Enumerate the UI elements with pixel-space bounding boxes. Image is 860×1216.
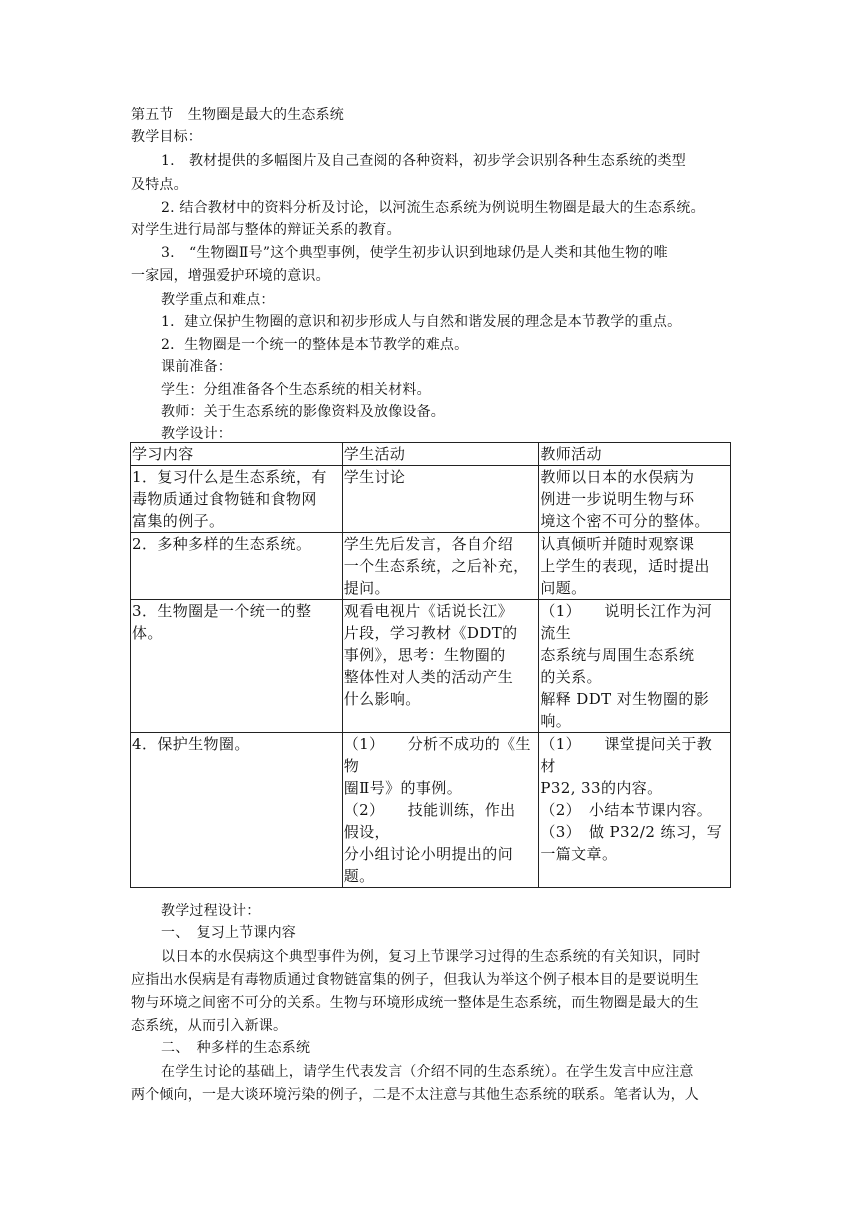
table-row — [131, 533, 731, 600]
section1-line: 物与环境之间密不可分的关系。生物与环境形成统一整体是生态系统，而生物圈是最大的生 — [131, 995, 699, 1011]
header-student: 学生活动 — [342, 443, 539, 466]
design-heading: 教学设计： — [161, 426, 232, 442]
cell-content: 2．多种多样的生态系统。 — [131, 533, 343, 600]
teaching-design-table — [130, 442, 731, 888]
cell-student: 观看电视片《话说长江》 片段，学习教材《DDT的 事例》，思考：生物圈的 整体性对人类的活动产生 什么影响。 — [342, 600, 539, 733]
section2-line: 在学生讨论的基础上，请学生代表发言（介绍不同的生态系统）。在学生发言中应注意 — [161, 1064, 694, 1080]
header-teacher: 教师活动 — [539, 443, 731, 466]
section1-line: 应指出水俣病是有毒物质通过食物链富集的例子，但我认为举这个例子根本目的是要说明生 — [131, 972, 699, 988]
section2-line: 两个倾向，一是大谈环境污染的例子，二是不太注意与其他生态系统的联系。笔者认为，人 — [131, 1087, 699, 1103]
goal-line: 及特点。 — [131, 177, 188, 193]
cell-teacher: 认真倾听并随时观察课 上学生的表现，适时提出 问题。 — [539, 533, 731, 600]
section1-title: 一、 复习上节课内容 — [161, 925, 296, 941]
goals-heading: 教学目标： — [131, 129, 202, 145]
cell-content: 1．复习什么是生态系统，有 毒物质通过食物链和食物网 富集的例子。 — [131, 466, 343, 533]
prep-line: 学生：分组准备各个生态系统的相关材料。 — [161, 382, 431, 398]
table-row — [131, 733, 731, 888]
cell-content: 3．生物圈是一个统一的整 体。 — [131, 600, 343, 733]
goal-line: 2. 结合教材中的资料分析及讨论，以河流生态系统为例说明生物圈是最大的生态系统。 — [161, 200, 705, 216]
process-heading: 教学过程设计： — [161, 903, 261, 919]
cell-student: （1） 分析不成功的《生 物 圈Ⅱ号》的事例。 （2） 技能训练，作出 假设， 分小组讨论小明提出的问 题。 — [342, 733, 539, 888]
section1-line: 态系统，从而引入新课。 — [131, 1018, 288, 1034]
prep-heading: 课前准备： — [161, 359, 232, 375]
table-row — [131, 466, 731, 533]
cell-teacher: 教师以日本的水俣病为 例进一步说明生物与环 境这个密不可分的整体。 — [539, 466, 731, 533]
section2-title: 二、 种多样的生态系统 — [161, 1040, 311, 1056]
goal-line: 1. 教材提供的多幅图片及自己查阅的各种资料，初步学会识别各种生态系统的类型 — [161, 153, 686, 169]
table-header-row — [131, 443, 731, 466]
goal-line: 3. “生物圈Ⅱ号”这个典型事例，使学生初步认识到地球仍是人类和其他生物的唯 — [161, 245, 668, 261]
cell-teacher: （1） 课堂提问关于教 材 P32, 33的内容。 （2） 小结本节课内容。 （3） 做 P32/2 练习，写 一篇文章。 — [539, 733, 731, 888]
section-title: 第五节 生物圈是最大的生态系统 — [131, 107, 344, 123]
cell-content: 4．保护生物圈。 — [131, 733, 343, 888]
cell-student: 学生先后发言，各自介绍 一个生态系统，之后补充， 提问。 — [342, 533, 539, 600]
section1-line: 以日本的水俣病这个典型事件为例，复习上节课学习过得的生态系统的有关知识，同时 — [161, 949, 701, 965]
cell-student: 学生讨论 — [342, 466, 539, 533]
key-heading: 教学重点和难点： — [161, 292, 275, 308]
prep-line: 教师：关于生态系统的影像资料及放像设备。 — [161, 404, 445, 420]
header-content: 学习内容 — [131, 443, 343, 466]
key-point: 2．生物圈是一个统一的整体是本节教学的难点。 — [161, 337, 469, 353]
key-point: 1．建立保护生物圈的意识和初步形成人与自然和谐发展的理念是本节教学的重点。 — [161, 314, 682, 330]
goal-line: 对学生进行局部与整体的辩证关系的教育。 — [131, 222, 401, 238]
cell-teacher: （1） 说明长江作为河 流生 态系统与周围生态系统 的关系。 解释 DDT 对生物圈的影 响。 — [539, 600, 731, 733]
goal-line: 一家园，增强爱护环境的意识。 — [131, 268, 330, 284]
table-row — [131, 600, 731, 733]
